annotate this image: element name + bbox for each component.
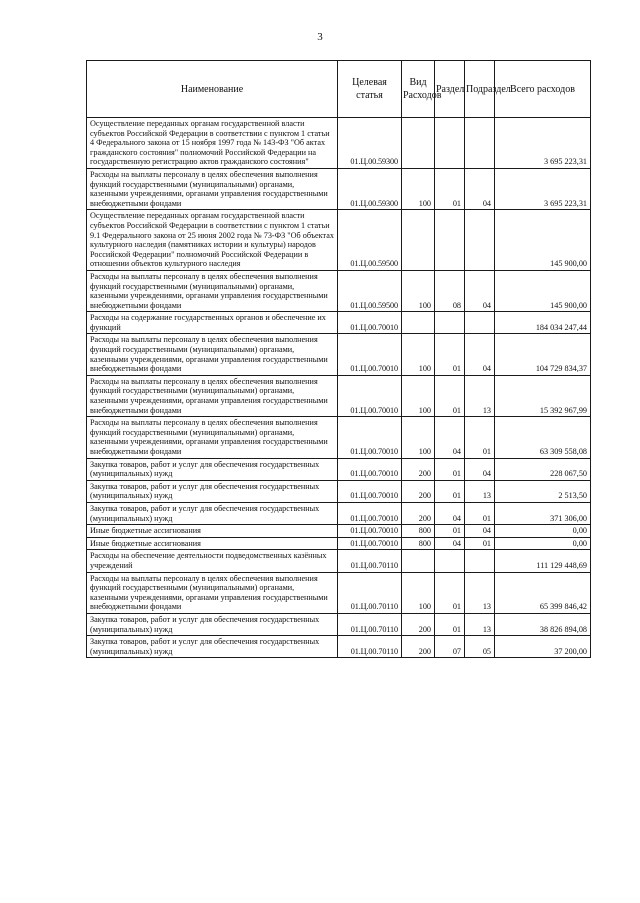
row-section: 04 — [435, 417, 465, 458]
row-expense-type — [402, 118, 435, 169]
table-row — [87, 118, 591, 169]
row-subsection: 13 — [465, 480, 495, 502]
row-target-article: 01.Ц.00.70010 — [338, 525, 402, 538]
row-subsection: 01 — [465, 502, 495, 524]
row-total: 104 729 834,37 — [495, 334, 591, 375]
row-total: 3 695 223,31 — [495, 118, 591, 169]
row-subsection: 04 — [465, 525, 495, 538]
row-total: 0,00 — [495, 525, 591, 538]
row-expense-type — [402, 210, 435, 271]
row-expense-type: 100 — [402, 417, 435, 458]
row-target-article: 01.Ц.00.70010 — [338, 312, 402, 334]
row-name: Расходы на выплаты персоналу в целях обеспечения выполнения функций государственными (муниципальными) органами, казенными учреждениями, органами управления государственными внебюджетными фондами — [87, 334, 338, 375]
row-subsection: 13 — [465, 613, 495, 635]
header-name: Наименование — [87, 61, 338, 118]
row-name: Закупка товаров, работ и услуг для обеспечения государственных (муниципальных) нужд — [87, 613, 338, 635]
table-row — [87, 613, 591, 635]
row-expense-type: 800 — [402, 537, 435, 550]
row-name: Расходы на содержание государственных органов и обеспечение их функций — [87, 312, 338, 334]
header-target-article: Целевая статья — [338, 61, 402, 118]
row-section — [435, 550, 465, 572]
row-subsection — [465, 118, 495, 169]
row-section — [435, 210, 465, 271]
row-total: 371 306,00 — [495, 502, 591, 524]
row-section: 01 — [435, 334, 465, 375]
row-expense-type: 200 — [402, 636, 435, 658]
row-name: Расходы на выплаты персоналу в целях обеспечения выполнения функций государственными (муниципальными) органами, казенными учреждениями, органами управления государственными внебюджетными фондами — [87, 417, 338, 458]
row-name: Закупка товаров, работ и услуг для обеспечения государственных (муниципальных) нужд — [87, 502, 338, 524]
row-total: 0,00 — [495, 537, 591, 550]
header-subsection: Подраздел — [465, 61, 495, 118]
row-subsection: 04 — [465, 458, 495, 480]
row-total: 63 309 558,08 — [495, 417, 591, 458]
header-section: Раздел — [435, 61, 465, 118]
row-total: 3 695 223,31 — [495, 168, 591, 209]
row-expense-type: 100 — [402, 334, 435, 375]
row-target-article: 01.Ц.00.70010 — [338, 375, 402, 416]
row-target-article: 01.Ц.00.59300 — [338, 118, 402, 169]
row-name: Закупка товаров, работ и услуг для обеспечения государственных (муниципальных) нужд — [87, 480, 338, 502]
table-row — [87, 210, 591, 271]
row-target-article: 01.Ц.00.70110 — [338, 636, 402, 658]
header-total: Всего расходов — [495, 61, 591, 118]
row-total: 37 200,00 — [495, 636, 591, 658]
row-subsection: 04 — [465, 270, 495, 311]
row-subsection: 05 — [465, 636, 495, 658]
row-total: 38 826 894,08 — [495, 613, 591, 635]
table-row — [87, 502, 591, 524]
table-row — [87, 334, 591, 375]
row-section: 01 — [435, 458, 465, 480]
row-section: 01 — [435, 613, 465, 635]
row-subsection: 01 — [465, 417, 495, 458]
row-subsection — [465, 550, 495, 572]
row-section: 08 — [435, 270, 465, 311]
table-row — [87, 550, 591, 572]
row-total: 228 067,50 — [495, 458, 591, 480]
row-target-article: 01.Ц.00.70010 — [338, 334, 402, 375]
table-row — [87, 480, 591, 502]
row-total: 2 513,50 — [495, 480, 591, 502]
row-subsection: 13 — [465, 375, 495, 416]
row-section: 04 — [435, 537, 465, 550]
budget-table — [86, 60, 591, 658]
table-row — [87, 270, 591, 311]
row-total: 111 129 448,69 — [495, 550, 591, 572]
row-target-article: 01.Ц.00.59500 — [338, 270, 402, 311]
row-name: Расходы на выплаты персоналу в целях обеспечения выполнения функций государственными (муниципальными) органами, казенными учреждениями, органами управления государственными внебюджетными фондами — [87, 375, 338, 416]
table-row — [87, 458, 591, 480]
row-total: 145 900,00 — [495, 210, 591, 271]
row-name: Иные бюджетные ассигнования — [87, 525, 338, 538]
row-target-article: 01.Ц.00.70110 — [338, 550, 402, 572]
row-target-article: 01.Ц.00.59300 — [338, 168, 402, 209]
row-expense-type: 200 — [402, 480, 435, 502]
row-target-article: 01.Ц.00.70010 — [338, 417, 402, 458]
row-expense-type: 200 — [402, 502, 435, 524]
row-subsection — [465, 312, 495, 334]
row-total: 145 900,00 — [495, 270, 591, 311]
row-name: Осуществление переданных органам государственной власти субъектов Российской Федерации в соответствии с пунктом 1 статьи 4 Федерального закона от 15 ноября 1997 года № 143-ФЗ "Об актах гражданского состояния" полномочий Российской Федерации на государственную регистрацию актов гражданского состояния" — [87, 118, 338, 169]
row-expense-type: 100 — [402, 375, 435, 416]
row-expense-type: 100 — [402, 572, 435, 613]
row-section: 04 — [435, 502, 465, 524]
row-target-article: 01.Ц.00.70010 — [338, 537, 402, 550]
row-total: 65 399 846,42 — [495, 572, 591, 613]
row-total: 184 034 247,44 — [495, 312, 591, 334]
row-name: Закупка товаров, работ и услуг для обеспечения государственных (муниципальных) нужд — [87, 636, 338, 658]
row-subsection — [465, 210, 495, 271]
table-row — [87, 417, 591, 458]
row-name: Закупка товаров, работ и услуг для обеспечения государственных (муниципальных) нужд — [87, 458, 338, 480]
row-name: Расходы на выплаты персоналу в целях обеспечения выполнения функций государственными (муниципальными) органами, казенными учреждениями, органами управления государственными внебюджетными фондами — [87, 572, 338, 613]
row-name: Расходы на выплаты персоналу в целях обеспечения выполнения функций государственными (муниципальными) органами, казенными учреждениями, органами управления государственными внебюджетными фондами — [87, 270, 338, 311]
row-target-article: 01.Ц.00.70110 — [338, 613, 402, 635]
row-expense-type — [402, 312, 435, 334]
row-expense-type: 200 — [402, 458, 435, 480]
row-total: 15 392 967,99 — [495, 375, 591, 416]
row-subsection: 04 — [465, 334, 495, 375]
row-name: Расходы на выплаты персоналу в целях обеспечения выполнения функций государственными (муниципальными) органами, казенными учреждениями, органами управления государственными внебюджетными фондами — [87, 168, 338, 209]
row-name: Осуществление переданных органам государственной власти субъектов Российской Федерации в соответствии с пунктом 1 статьи 9.1 Федерального закона от 25 июня 2002 года № 73-ФЗ "Об объектах культурного наследия (памятниках истории и культуры) народов Российской Федерации" полномочий Российской Федерации в отношении объектов культурного наследия — [87, 210, 338, 271]
row-target-article: 01.Ц.00.70010 — [338, 502, 402, 524]
row-expense-type: 100 — [402, 168, 435, 209]
row-subsection: 13 — [465, 572, 495, 613]
row-section: 01 — [435, 375, 465, 416]
row-section: 01 — [435, 480, 465, 502]
row-section: 01 — [435, 525, 465, 538]
row-target-article: 01.Ц.00.59500 — [338, 210, 402, 271]
row-target-article: 01.Ц.00.70010 — [338, 458, 402, 480]
row-section: 01 — [435, 572, 465, 613]
table-row — [87, 636, 591, 658]
row-name: Расходы на обеспечение деятельности подведомственных казённых учреждений — [87, 550, 338, 572]
page-number: 3 — [317, 31, 323, 43]
row-target-article: 01.Ц.00.70010 — [338, 480, 402, 502]
row-subsection: 04 — [465, 168, 495, 209]
row-expense-type: 800 — [402, 525, 435, 538]
row-section: 07 — [435, 636, 465, 658]
row-section — [435, 118, 465, 169]
row-target-article: 01.Ц.00.70110 — [338, 572, 402, 613]
table-row — [87, 312, 591, 334]
table-row — [87, 375, 591, 416]
row-name: Иные бюджетные ассигнования — [87, 537, 338, 550]
row-expense-type: 200 — [402, 613, 435, 635]
table-row — [87, 537, 591, 550]
row-expense-type: 100 — [402, 270, 435, 311]
row-expense-type — [402, 550, 435, 572]
row-section — [435, 312, 465, 334]
header-expense-type: Вид Расходов — [402, 61, 435, 118]
table-row — [87, 525, 591, 538]
table-row — [87, 168, 591, 209]
header-row — [87, 61, 591, 118]
row-section: 01 — [435, 168, 465, 209]
table-row — [87, 572, 591, 613]
row-subsection: 01 — [465, 537, 495, 550]
